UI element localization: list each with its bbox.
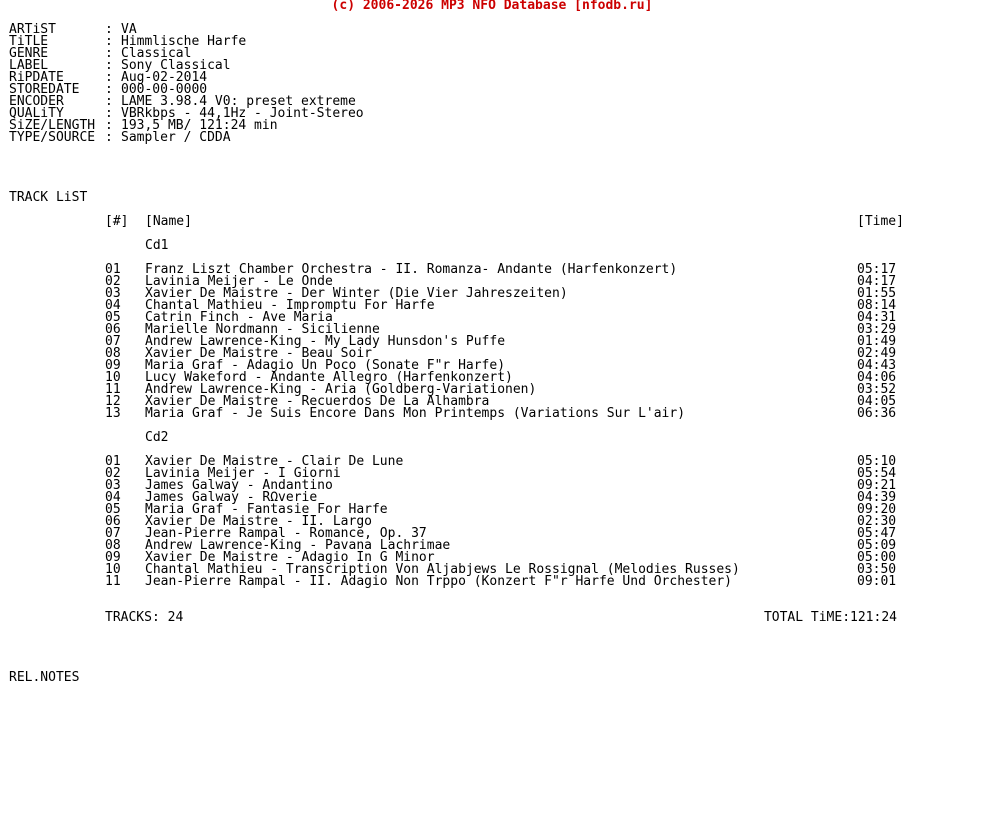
disc-label: Cd2 [145,430,169,445]
track-number: 06 [105,322,121,337]
track-name: Jean-Pierre Rampal - II. Adagio Non Trppo (Konzert F"r Harfe Und Orchester) [145,574,732,589]
info-separator: : [105,22,113,37]
column-header-time: [Time] [857,214,904,229]
track-number: 12 [105,394,121,409]
track-name: Lavinia Meijer - Le Onde [145,274,333,289]
info-label: TiTLE [9,34,49,49]
track-number: 03 [105,478,121,493]
track-name: Franz Liszt Chamber Orchestra - II. Romanza- Andante (Harfenkonzert) [145,262,678,277]
info-separator: : [105,130,113,145]
info-label: GENRE [9,46,49,61]
disc-label: Cd1 [145,238,169,253]
tracklist-title: TRACK LiST [9,190,88,205]
track-time: 05:47 [857,526,897,541]
info-label: RiPDATE [9,70,64,85]
track-name: Marielle Nordmann - Sicilienne [145,322,380,337]
track-time: 02:49 [857,346,897,361]
track-name: Xavier De Maistre - II. Largo [145,514,372,529]
track-time: 08:14 [857,298,897,313]
track-name: Xavier De Maistre - Der Winter (Die Vier Jahreszeiten) [145,286,568,301]
info-value: LAME 3.98.4 V0: preset extreme [121,94,356,109]
info-label: QUALiTY [9,106,64,121]
info-value: Sony Classical [121,58,231,73]
info-label: LABEL [9,58,49,73]
site-header: (c) 2006-2026 MP3 NFO Database [nfodb.ru] [331,0,653,13]
track-name: Xavier De Maistre - Clair De Lune [145,454,404,469]
track-number: 01 [105,262,121,277]
release-notes-title: REL.NOTES [9,670,80,685]
info-label: STOREDATE [9,82,80,97]
track-number: 08 [105,346,121,361]
track-name: Xavier De Maistre - Adagio In G Minor [145,550,435,565]
track-name: Maria Graf - Je Suis Encore Dans Mon Printemps (Variations Sur L'air) [145,406,686,421]
track-number: 05 [105,502,121,517]
track-name: Andrew Lawrence-King - My Lady Hunsdon's Puffe [145,334,506,349]
track-time: 03:52 [857,382,897,397]
track-time: 04:31 [857,310,897,325]
track-name: Xavier De Maistre - Recuerdos De La Alhambra [145,394,490,409]
info-separator: : [105,34,113,49]
info-value: 193,5 MB/ 121:24 min [121,118,278,133]
info-separator: : [105,106,113,121]
track-name: Andrew Lawrence-King - Aria (Goldberg-Variationen) [145,382,537,397]
info-label: ARTiST [9,22,56,37]
info-separator: : [105,46,113,61]
track-name: Andrew Lawrence-King - Pavana Lachrimae [145,538,451,553]
track-number: 09 [105,550,121,565]
track-time: 01:55 [857,286,897,301]
column-header-name: [Name] [145,214,192,229]
track-time: 09:20 [857,502,897,517]
track-name: Chantal Mathieu - Impromptu For Harfe [145,298,435,313]
track-number: 02 [105,274,121,289]
track-name: James Galway - RΩverie [145,490,318,505]
track-number: 13 [105,406,121,421]
track-time: 05:09 [857,538,897,553]
track-number: 08 [105,538,121,553]
track-name: Maria Graf - Fantasie For Harfe [145,502,388,517]
info-value: Classical [121,46,192,61]
track-name: Jean-Pierre Rampal - Romance, Op. 37 [145,526,427,541]
track-name: Lavinia Meijer - I Giorni [145,466,341,481]
track-time: 04:39 [857,490,897,505]
track-number: 07 [105,334,121,349]
track-number: 04 [105,298,121,313]
info-label: TYPE/SOURCE [9,130,96,145]
track-name: Chantal Mathieu - Transcription Von Aljabjews Le Rossignal (Melodies Russes) [145,562,740,577]
info-label: ENCODER [9,94,64,109]
tracks-count: TRACKS: 24 [105,610,184,625]
track-number: 01 [105,454,121,469]
track-time: 02:30 [857,514,897,529]
track-time: 05:10 [857,454,897,469]
info-separator: : [105,82,113,97]
track-time: 04:06 [857,370,897,385]
track-number: 11 [105,574,121,589]
info-value: Himmlische Harfe [121,34,247,49]
track-time: 05:00 [857,550,897,565]
track-name: James Galway - Andantino [145,478,333,493]
track-time: 04:43 [857,358,897,373]
track-number: 11 [105,382,121,397]
track-time: 04:17 [857,274,897,289]
track-number: 02 [105,466,121,481]
track-name: Maria Graf - Adagio Un Poco (Sonate F"r Harfe) [145,358,506,373]
info-value: Aug-02-2014 [121,70,208,85]
info-value: VA [121,22,137,37]
track-number: 03 [105,286,121,301]
track-number: 06 [105,514,121,529]
track-time: 03:50 [857,562,897,577]
track-time: 03:29 [857,322,897,337]
track-name: Lucy Wakeford - Andante Allegro (Harfenkonzert) [145,370,513,385]
info-separator: : [105,58,113,73]
track-number: 09 [105,358,121,373]
track-time: 05:17 [857,262,897,277]
track-time: 09:21 [857,478,897,493]
total-time: TOTAL TiME:121:24 [763,610,897,625]
track-number: 05 [105,310,121,325]
track-number: 07 [105,526,121,541]
track-number: 04 [105,490,121,505]
track-name: Catrin Finch - Ave Maria [145,310,333,325]
info-label: SiZE/LENGTH [9,118,96,133]
track-number: 10 [105,562,121,577]
info-separator: : [105,94,113,109]
track-name: Xavier De Maistre - Beau Soir [145,346,372,361]
track-time: 06:36 [857,406,897,421]
info-separator: : [105,70,113,85]
column-header-number: [#] [105,214,129,229]
track-time: 05:54 [857,466,897,481]
info-value: 000-00-0000 [121,82,208,97]
track-time: 09:01 [857,574,897,589]
track-time: 04:05 [857,394,897,409]
track-time: 01:49 [857,334,897,349]
info-separator: : [105,118,113,133]
info-value: Sampler / CDDA [121,130,231,145]
track-number: 10 [105,370,121,385]
info-value: VBRkbps - 44,1Hz - Joint-Stereo [121,106,364,121]
